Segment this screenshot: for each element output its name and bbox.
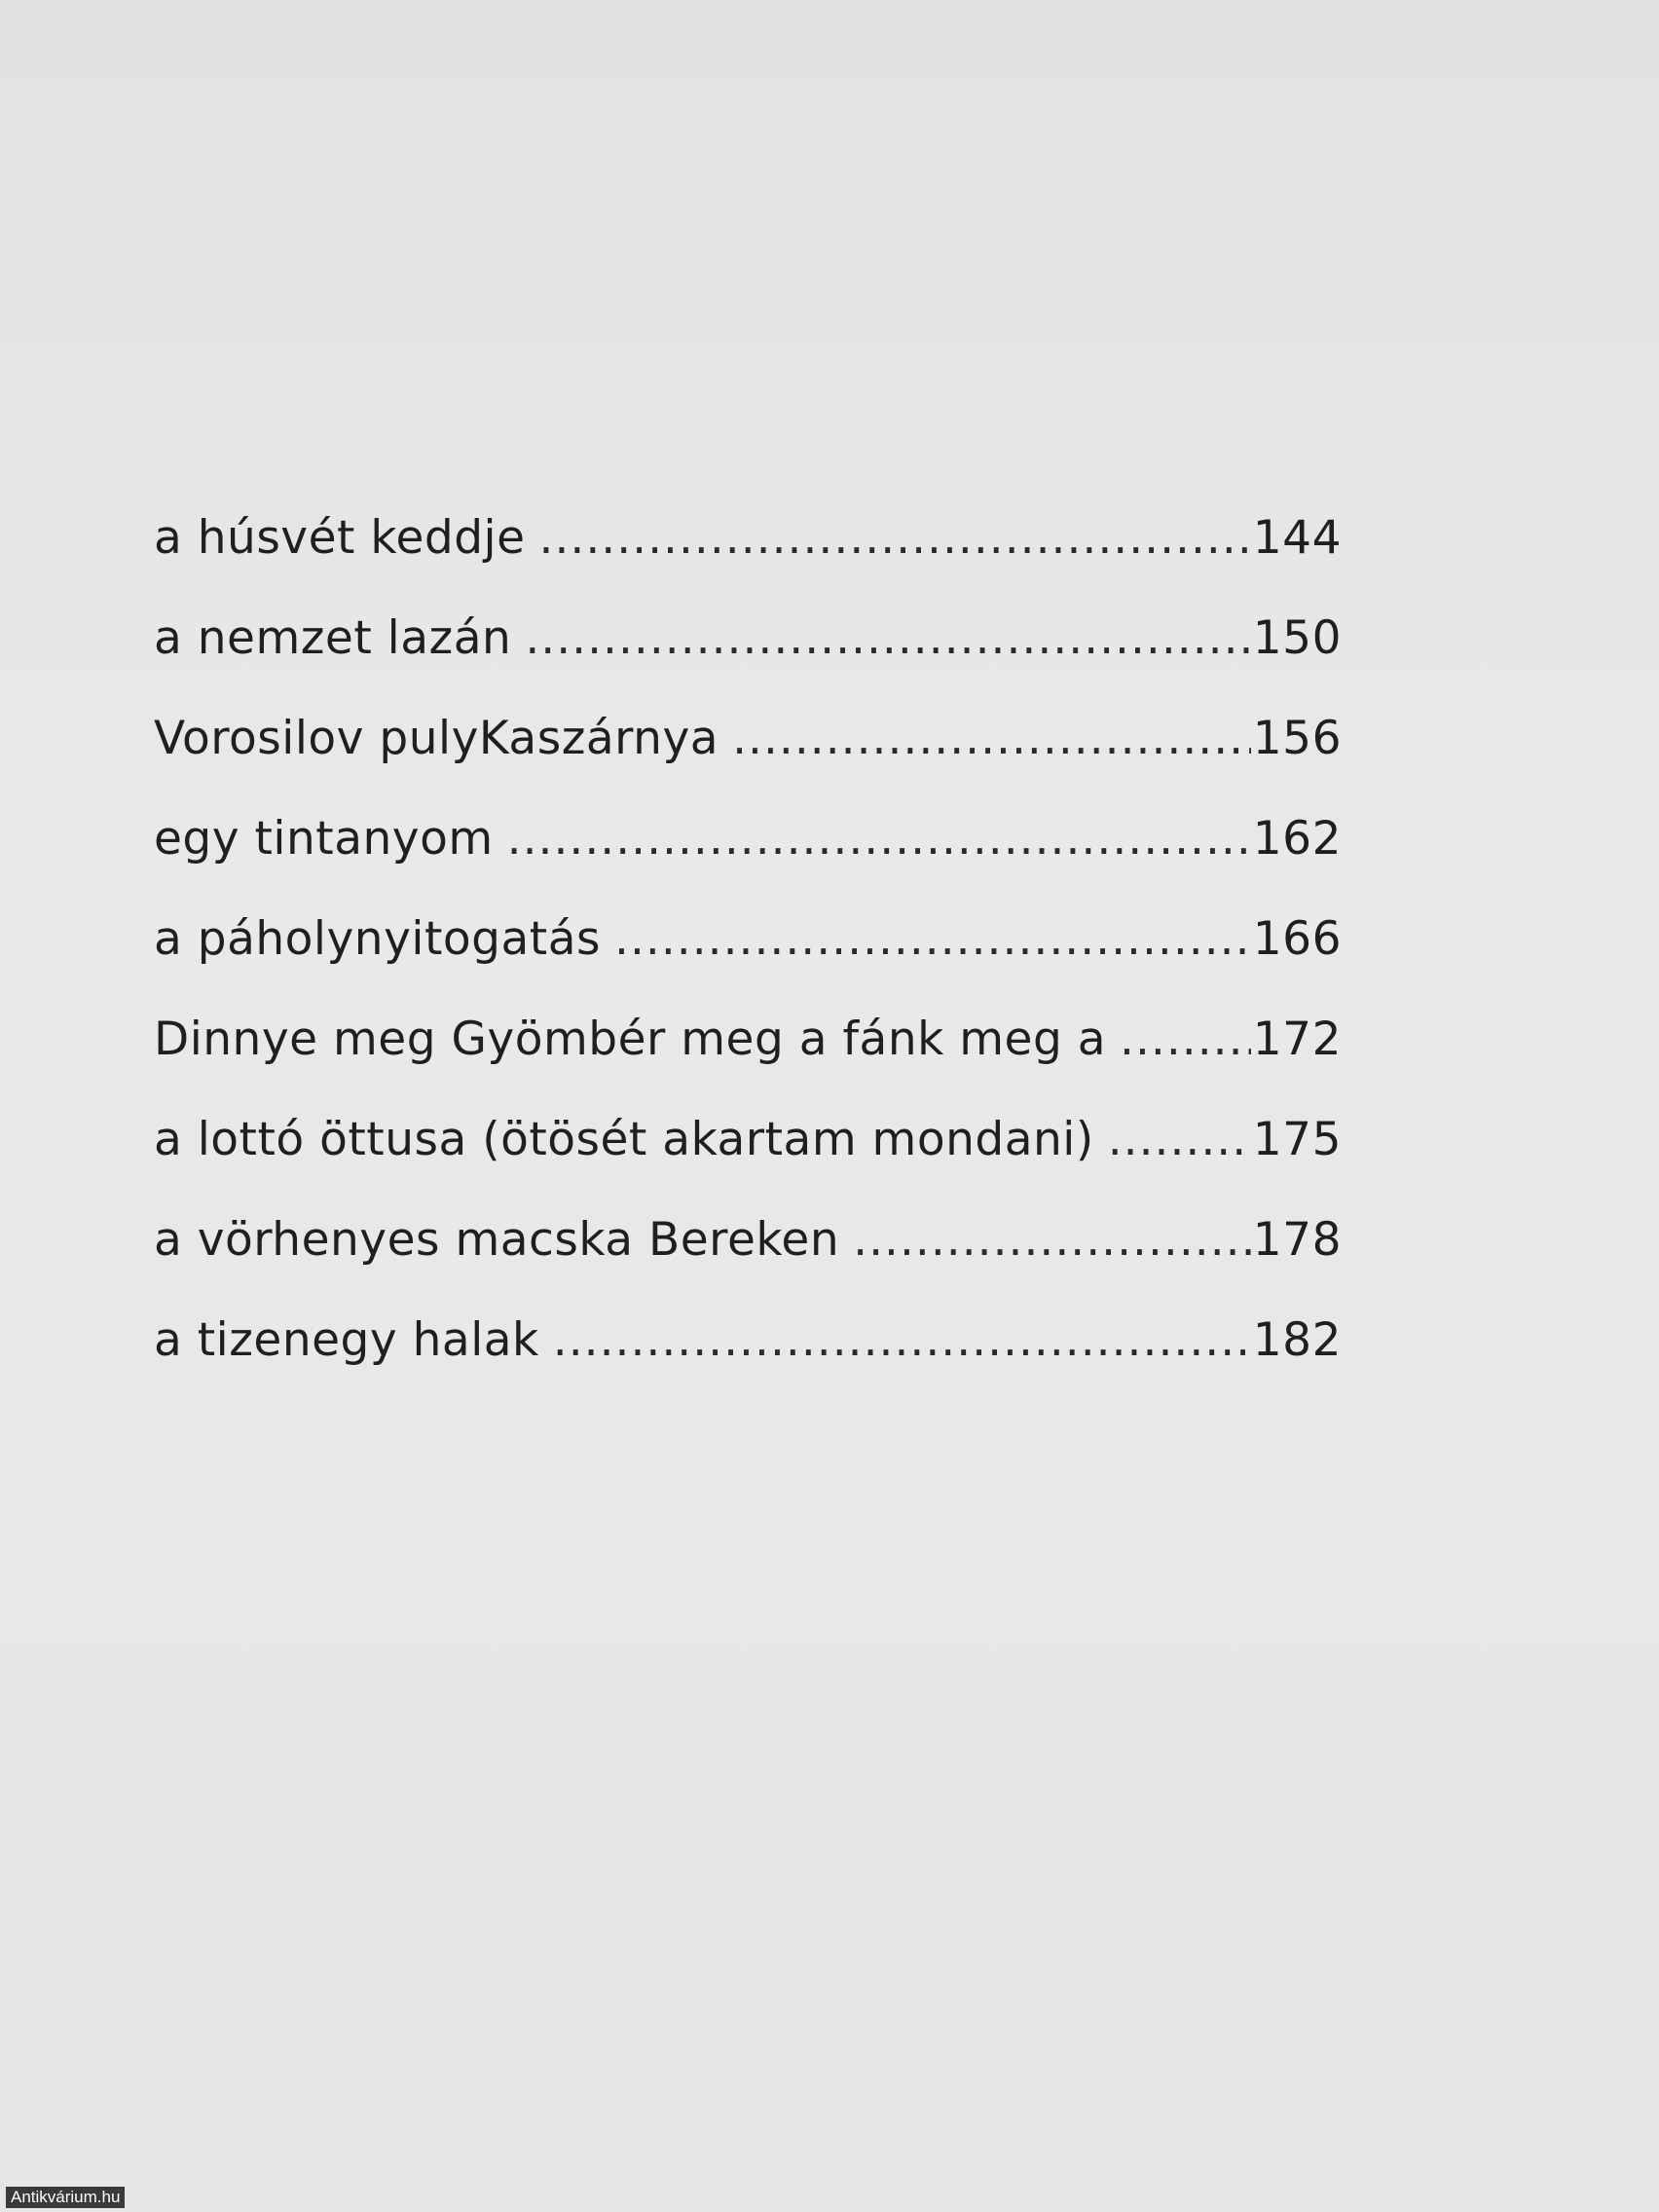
- toc-entry: [154, 712, 1342, 812]
- toc-entry-title: Dinnye meg Gyömbér meg a fánk meg a: [154, 1013, 1107, 1066]
- toc-leader-dots: [853, 1213, 1251, 1267]
- toc-entry-page: 178: [1252, 1213, 1342, 1267]
- toc-entry-title: a lottó öttusa (ötösét akartam mondani): [154, 1113, 1094, 1166]
- toc-leader-dots: [539, 511, 1251, 565]
- toc-entry: [154, 912, 1342, 1013]
- toc-entry-title: Vorosilov pulyKaszárnya: [154, 712, 719, 765]
- toc-entry-page: 166: [1252, 912, 1342, 966]
- toc-entry-title: a vörhenyes macska Bereken: [154, 1213, 840, 1267]
- toc-entry-title: a páholynyitogatás: [154, 912, 601, 966]
- toc-entry-page: 150: [1252, 611, 1342, 665]
- toc-leader-dots: [614, 912, 1251, 966]
- toc-entry: [154, 511, 1342, 611]
- toc-leader-dots: [553, 1313, 1251, 1367]
- toc-entry: [154, 1013, 1342, 1113]
- toc-entry-title: egy tintanyom: [154, 812, 494, 866]
- toc-entry-title: a húsvét keddje: [154, 511, 526, 565]
- toc-entry-page: 172: [1252, 1013, 1342, 1066]
- toc-entry: [154, 1313, 1342, 1414]
- toc-leader-dots: [1108, 1113, 1251, 1166]
- toc-leader-dots: [1120, 1013, 1251, 1066]
- toc-entry: [154, 1113, 1342, 1213]
- toc-entry: [154, 812, 1342, 912]
- toc-leader-dots: [525, 611, 1250, 665]
- toc-entry: [154, 611, 1342, 712]
- toc-entry-page: 144: [1252, 511, 1342, 565]
- toc-entry-title: a nemzet lazán: [154, 611, 512, 665]
- toc-entry-title: a tizenegy halak: [154, 1313, 539, 1367]
- toc-entry-page: 162: [1252, 812, 1342, 866]
- toc-entry-page: 156: [1252, 712, 1342, 765]
- watermark-label: Antikvárium.hu: [6, 2187, 125, 2208]
- toc-entry-page: 175: [1252, 1113, 1342, 1166]
- toc-entry-page: 182: [1252, 1313, 1342, 1367]
- toc-leader-dots: [732, 712, 1251, 765]
- toc-entry: [154, 1213, 1342, 1313]
- toc-leader-dots: [507, 812, 1251, 866]
- table-of-contents: [154, 511, 1342, 1414]
